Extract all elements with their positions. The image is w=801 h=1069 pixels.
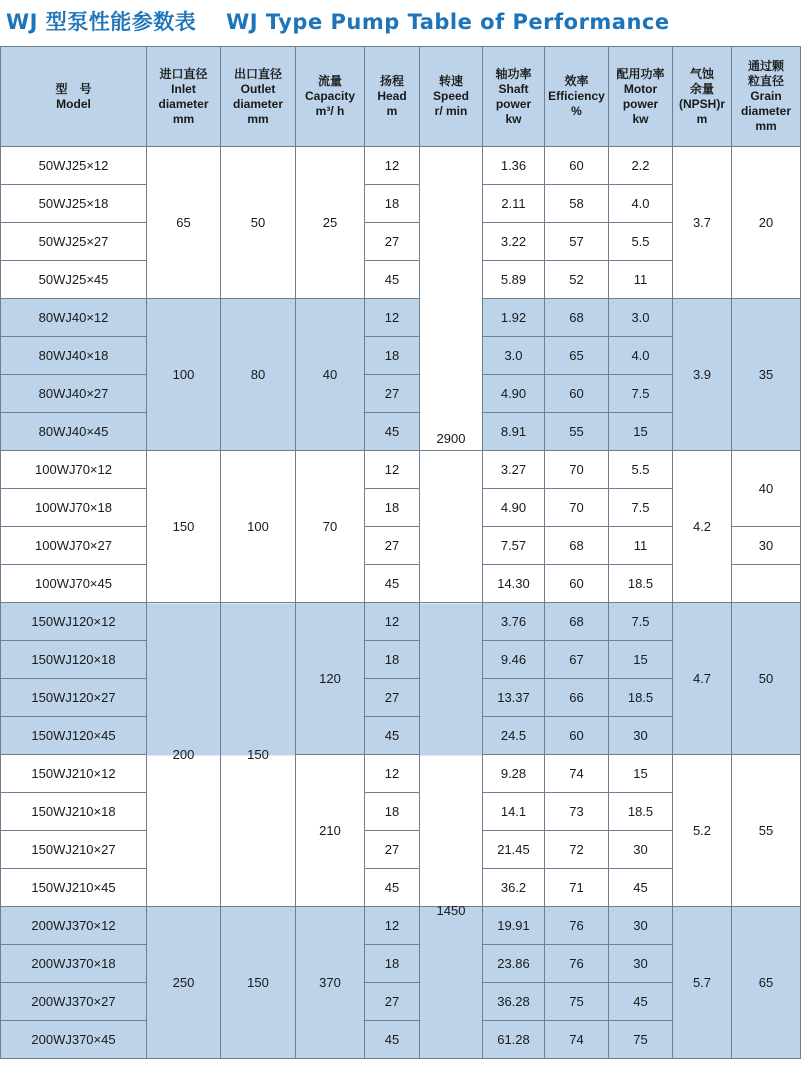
motor-power-cell: 15 bbox=[609, 755, 673, 793]
header-line: 出口直径 bbox=[233, 66, 282, 81]
table-row bbox=[1, 907, 801, 945]
inlet-cell: 100 bbox=[147, 299, 221, 451]
capacity-cell: 70 bbox=[296, 451, 365, 603]
header-line: (NPSH)r bbox=[678, 96, 725, 111]
capacity-cell: 370 bbox=[296, 907, 365, 1059]
header-npsh bbox=[673, 47, 732, 147]
head-cell: 18 bbox=[365, 945, 420, 983]
model-cell: 150WJ210×27 bbox=[1, 831, 147, 869]
header-inlet bbox=[147, 47, 221, 147]
efficiency-cell: 68 bbox=[545, 603, 609, 641]
table-row bbox=[1, 603, 801, 641]
npsh-cell: 5.7 bbox=[673, 907, 732, 1059]
motor-power-cell: 30 bbox=[609, 945, 673, 983]
npsh-cell: 3.7 bbox=[673, 147, 732, 299]
efficiency-cell: 58 bbox=[545, 185, 609, 223]
outlet-cell: 150 bbox=[221, 907, 296, 1059]
npsh-cell: 5.2 bbox=[673, 755, 732, 907]
model-cell: 100WJ70×18 bbox=[1, 489, 147, 527]
head-cell: 18 bbox=[365, 641, 420, 679]
header-line: 进口直径 bbox=[159, 66, 208, 81]
shaft-power-cell: 14.30 bbox=[483, 565, 545, 603]
shaft-power-cell: 14.1 bbox=[483, 793, 545, 831]
header-line: 效率 bbox=[564, 74, 589, 88]
shaft-power-cell: 21.45 bbox=[483, 831, 545, 869]
header-line: Outlet bbox=[240, 81, 276, 96]
motor-power-cell: 7.5 bbox=[609, 603, 673, 641]
efficiency-cell: 72 bbox=[545, 831, 609, 869]
model-cell: 80WJ40×27 bbox=[1, 375, 147, 413]
head-cell: 45 bbox=[365, 717, 420, 755]
shaft-power-cell: 3.22 bbox=[483, 223, 545, 261]
header-line: Grain bbox=[750, 89, 782, 103]
model-cell: 50WJ25×12 bbox=[1, 147, 147, 185]
efficiency-cell: 55 bbox=[545, 413, 609, 451]
capacity-cell: 210 bbox=[296, 755, 365, 907]
model-cell: 200WJ370×45 bbox=[1, 1021, 147, 1059]
efficiency-cell: 67 bbox=[545, 641, 609, 679]
speed-continuation-cell bbox=[420, 451, 483, 603]
shaft-power-cell: 3.0 bbox=[483, 337, 545, 375]
header-line: Model bbox=[56, 96, 91, 111]
grain-empty-cell bbox=[732, 565, 801, 603]
motor-power-cell: 18.5 bbox=[609, 679, 673, 717]
motor-power-cell: 30 bbox=[609, 831, 673, 869]
motor-power-cell: 2.2 bbox=[609, 147, 673, 185]
motor-power-cell: 45 bbox=[609, 983, 673, 1021]
efficiency-cell: 73 bbox=[545, 793, 609, 831]
grain-cell: 20 bbox=[732, 147, 801, 299]
motor-power-cell: 15 bbox=[609, 641, 673, 679]
model-cell: 80WJ40×12 bbox=[1, 299, 147, 337]
header-line: m bbox=[386, 104, 398, 118]
model-cell: 80WJ40×18 bbox=[1, 337, 147, 375]
efficiency-cell: 65 bbox=[545, 337, 609, 375]
speed-cell bbox=[420, 603, 483, 918]
npsh-cell: 4.7 bbox=[673, 603, 732, 755]
shaft-power-cell: 2.11 bbox=[483, 185, 545, 223]
head-cell: 45 bbox=[365, 565, 420, 603]
header-line: power bbox=[495, 96, 532, 111]
header-line: Motor bbox=[623, 81, 658, 96]
model-cell: 150WJ210×45 bbox=[1, 869, 147, 907]
capacity-cell: 120 bbox=[296, 603, 365, 755]
grain-cell: 50 bbox=[732, 603, 801, 755]
motor-power-cell: 45 bbox=[609, 869, 673, 907]
head-cell: 18 bbox=[365, 185, 420, 223]
head-cell: 45 bbox=[365, 869, 420, 907]
table-row bbox=[1, 299, 801, 337]
efficiency-cell: 52 bbox=[545, 261, 609, 299]
header-line: Capacity bbox=[304, 89, 356, 103]
header-shaft-power bbox=[483, 47, 545, 147]
motor-power-cell: 30 bbox=[609, 907, 673, 945]
inlet-cell: 65 bbox=[147, 147, 221, 299]
header-line: diameter bbox=[158, 96, 209, 111]
header-line: mm bbox=[247, 111, 269, 126]
header-line: r/ min bbox=[434, 104, 468, 118]
shaft-power-cell: 36.28 bbox=[483, 983, 545, 1021]
head-cell: 18 bbox=[365, 337, 420, 375]
inlet-cell: 150 bbox=[147, 451, 221, 603]
header-line: 型 号 bbox=[55, 81, 92, 96]
motor-power-cell: 4.0 bbox=[609, 337, 673, 375]
header-line: 粒直径 bbox=[747, 74, 784, 88]
head-cell: 45 bbox=[365, 261, 420, 299]
model-cell: 150WJ120×45 bbox=[1, 717, 147, 755]
header-line: 通过颗 bbox=[747, 59, 784, 73]
header-line: kw bbox=[632, 111, 649, 126]
header-line: 流量 bbox=[317, 74, 342, 88]
efficiency-cell: 76 bbox=[545, 945, 609, 983]
motor-power-cell: 4.0 bbox=[609, 185, 673, 223]
model-cell: 100WJ70×12 bbox=[1, 451, 147, 489]
table-row bbox=[1, 755, 801, 793]
header-line: 气蚀 bbox=[689, 66, 714, 81]
header-line: Efficiency bbox=[548, 89, 605, 103]
shaft-power-cell: 23.86 bbox=[483, 945, 545, 983]
model-cell: 200WJ370×12 bbox=[1, 907, 147, 945]
motor-power-cell: 7.5 bbox=[609, 489, 673, 527]
page-title bbox=[6, 6, 796, 38]
outlet-cell: 50 bbox=[221, 147, 296, 299]
inlet-cell: 200 bbox=[147, 603, 221, 907]
efficiency-cell: 60 bbox=[545, 147, 609, 185]
header-line: power bbox=[622, 96, 659, 111]
header-line: Inlet bbox=[171, 81, 196, 96]
shaft-power-cell: 24.5 bbox=[483, 717, 545, 755]
header-line: 配用功率 bbox=[616, 66, 665, 81]
motor-power-cell: 3.0 bbox=[609, 299, 673, 337]
shaft-power-cell: 9.28 bbox=[483, 755, 545, 793]
model-cell: 50WJ25×27 bbox=[1, 223, 147, 261]
efficiency-cell: 71 bbox=[545, 869, 609, 907]
title-chinese: WJ 型泵性能参数表 bbox=[6, 10, 197, 34]
model-cell: 150WJ120×27 bbox=[1, 679, 147, 717]
shaft-power-cell: 36.2 bbox=[483, 869, 545, 907]
outlet-cell: 100 bbox=[221, 451, 296, 603]
shaft-power-cell: 4.90 bbox=[483, 375, 545, 413]
npsh-cell: 3.9 bbox=[673, 299, 732, 451]
motor-power-cell: 7.5 bbox=[609, 375, 673, 413]
head-cell: 12 bbox=[365, 603, 420, 641]
efficiency-cell: 75 bbox=[545, 983, 609, 1021]
model-cell: 50WJ25×45 bbox=[1, 261, 147, 299]
efficiency-cell: 74 bbox=[545, 1021, 609, 1059]
shaft-power-cell: 1.92 bbox=[483, 299, 545, 337]
efficiency-cell: 60 bbox=[545, 717, 609, 755]
header-capacity bbox=[296, 47, 365, 147]
motor-power-cell: 11 bbox=[609, 527, 673, 565]
head-cell: 45 bbox=[365, 1021, 420, 1059]
header-line: mm bbox=[172, 111, 195, 126]
motor-power-cell: 75 bbox=[609, 1021, 673, 1059]
shaft-power-cell: 3.27 bbox=[483, 451, 545, 489]
header-row bbox=[1, 47, 801, 147]
model-cell: 150WJ120×18 bbox=[1, 641, 147, 679]
motor-power-cell: 30 bbox=[609, 717, 673, 755]
motor-power-cell: 15 bbox=[609, 413, 673, 451]
model-cell: 150WJ210×12 bbox=[1, 755, 147, 793]
shaft-power-cell: 7.57 bbox=[483, 527, 545, 565]
model-cell: 50WJ25×18 bbox=[1, 185, 147, 223]
outlet-cell: 150 bbox=[221, 603, 296, 907]
head-cell: 27 bbox=[365, 375, 420, 413]
header-line: 轴功率 bbox=[495, 66, 532, 81]
npsh-cell: 4.2 bbox=[673, 451, 732, 603]
header-model bbox=[1, 47, 147, 147]
efficiency-cell: 60 bbox=[545, 375, 609, 413]
grain-cell: 55 bbox=[732, 755, 801, 907]
efficiency-cell: 68 bbox=[545, 527, 609, 565]
header-line: Speed bbox=[432, 89, 469, 103]
shaft-power-cell: 9.46 bbox=[483, 641, 545, 679]
header-line: mm bbox=[755, 119, 777, 133]
header-line: 扬程 bbox=[379, 74, 404, 88]
efficiency-cell: 60 bbox=[545, 565, 609, 603]
grain-cell: 65 bbox=[732, 907, 801, 1059]
head-cell: 45 bbox=[365, 413, 420, 451]
header-speed bbox=[420, 47, 483, 147]
head-cell: 12 bbox=[365, 907, 420, 945]
head-cell: 12 bbox=[365, 755, 420, 793]
performance-table bbox=[0, 46, 801, 1059]
header-line: m³/ h bbox=[315, 104, 345, 118]
model-cell: 200WJ370×18 bbox=[1, 945, 147, 983]
table-row bbox=[1, 147, 801, 185]
header-grain bbox=[732, 47, 801, 147]
grain-cell: 40 bbox=[732, 451, 801, 527]
header-efficiency bbox=[545, 47, 609, 147]
shaft-power-cell: 5.89 bbox=[483, 261, 545, 299]
grain-cell: 35 bbox=[732, 299, 801, 451]
header-head bbox=[365, 47, 420, 147]
header-line: Shaft bbox=[498, 81, 529, 96]
header-line: m bbox=[696, 111, 708, 126]
header-outlet bbox=[221, 47, 296, 147]
header-line: Head bbox=[377, 89, 407, 103]
head-cell: 18 bbox=[365, 489, 420, 527]
motor-power-cell: 18.5 bbox=[609, 565, 673, 603]
speed-cell bbox=[420, 147, 483, 451]
speed-continuation-cell bbox=[420, 907, 483, 1059]
grain-cell: 30 bbox=[732, 527, 801, 565]
head-cell: 18 bbox=[365, 793, 420, 831]
capacity-cell: 40 bbox=[296, 299, 365, 451]
motor-power-cell: 5.5 bbox=[609, 223, 673, 261]
outlet-cell: 80 bbox=[221, 299, 296, 451]
header-motor-power bbox=[609, 47, 673, 147]
efficiency-cell: 66 bbox=[545, 679, 609, 717]
header-line: 转速 bbox=[438, 74, 463, 88]
head-cell: 27 bbox=[365, 679, 420, 717]
model-cell: 200WJ370×27 bbox=[1, 983, 147, 1021]
table-row bbox=[1, 451, 801, 489]
motor-power-cell: 11 bbox=[609, 261, 673, 299]
header-line: diameter bbox=[232, 96, 284, 111]
header-line: 余量 bbox=[689, 81, 714, 96]
model-cell: 100WJ70×45 bbox=[1, 565, 147, 603]
speed-value: 1450 bbox=[436, 903, 466, 918]
efficiency-cell: 57 bbox=[545, 223, 609, 261]
head-cell: 27 bbox=[365, 831, 420, 869]
shaft-power-cell: 1.36 bbox=[483, 147, 545, 185]
model-cell: 100WJ70×27 bbox=[1, 527, 147, 565]
inlet-cell: 250 bbox=[147, 907, 221, 1059]
efficiency-cell: 70 bbox=[545, 451, 609, 489]
head-cell: 27 bbox=[365, 223, 420, 261]
header-line: kw bbox=[505, 111, 522, 126]
shaft-power-cell: 3.76 bbox=[483, 603, 545, 641]
motor-power-cell: 5.5 bbox=[609, 451, 673, 489]
header-line: diameter bbox=[740, 104, 792, 118]
head-cell: 12 bbox=[365, 451, 420, 489]
header-line: % bbox=[571, 104, 582, 118]
capacity-cell: 25 bbox=[296, 147, 365, 299]
efficiency-cell: 70 bbox=[545, 489, 609, 527]
shaft-power-cell: 8.91 bbox=[483, 413, 545, 451]
head-cell: 12 bbox=[365, 147, 420, 185]
shaft-power-cell: 19.91 bbox=[483, 907, 545, 945]
efficiency-cell: 74 bbox=[545, 755, 609, 793]
head-cell: 27 bbox=[365, 983, 420, 1021]
model-cell: 150WJ120×12 bbox=[1, 603, 147, 641]
title-english: WJ Type Pump Table of Performance bbox=[226, 10, 670, 34]
model-cell: 80WJ40×45 bbox=[1, 413, 147, 451]
model-cell: 150WJ210×18 bbox=[1, 793, 147, 831]
efficiency-cell: 68 bbox=[545, 299, 609, 337]
efficiency-cell: 76 bbox=[545, 907, 609, 945]
shaft-power-cell: 13.37 bbox=[483, 679, 545, 717]
speed-value: 2900 bbox=[436, 431, 466, 446]
shaft-power-cell: 4.90 bbox=[483, 489, 545, 527]
shaft-power-cell: 61.28 bbox=[483, 1021, 545, 1059]
head-cell: 12 bbox=[365, 299, 420, 337]
motor-power-cell: 18.5 bbox=[609, 793, 673, 831]
head-cell: 27 bbox=[365, 527, 420, 565]
